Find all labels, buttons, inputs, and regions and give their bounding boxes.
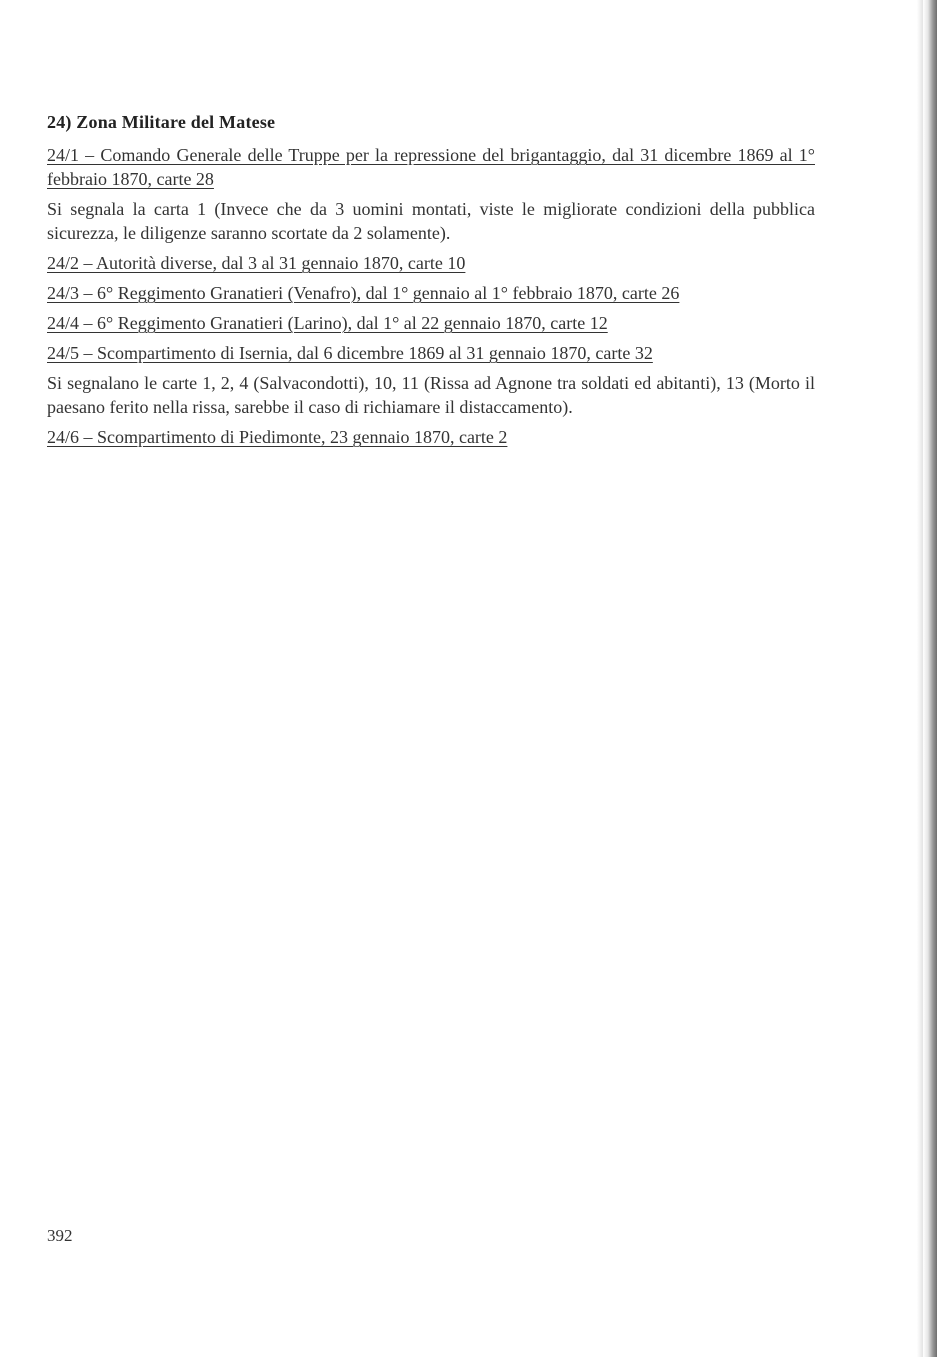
archive-entry-24-6: 24/6 – Scompartimento di Piedimonte, 23 gennaio 1870, carte 2 xyxy=(47,427,508,447)
archive-entry-24-5: 24/5 – Scompartimento di Isernia, dal 6 dicembre 1869 al 31 gennaio 1870, carte 32 xyxy=(47,343,653,363)
document-body xyxy=(47,112,815,455)
section-heading: 24) Zona Militare del Matese xyxy=(47,112,276,132)
archive-entry-24-2: 24/2 – Autorità diverse, dal 3 al 31 gennaio 1870, carte 10 xyxy=(47,253,466,273)
archive-entry-24-3: 24/3 – 6° Reggimento Granatieri (Venafro), dal 1° gennaio al 1° febbraio 1870, carte 26 xyxy=(47,283,680,303)
entry-note-24-1: Si segnala la carta 1 (Invece che da 3 uomini montati, viste le migliorate condizioni della pubblica sicurezza, le diligenze saranno scortate da 2 solamente). xyxy=(47,199,815,243)
entry-note-24-5: Si segnalano le carte 1, 2, 4 (Salvacondotti), 10, 11 (Rissa ad Agnone tra soldati ed abitanti), 13 (Morto il paesano ferito nella rissa, sarebbe il caso di richiamare il distaccamento). xyxy=(47,373,815,417)
book-spine-edge xyxy=(923,0,937,1357)
archive-entry-24-1: 24/1 – Comando Generale delle Truppe per la repressione del brigantaggio, dal 31 dicembre 1869 al 1° febbraio 1870, carte 28 xyxy=(47,145,815,189)
page-number: 392 xyxy=(47,1226,73,1245)
archive-entry-24-4: 24/4 – 6° Reggimento Granatieri (Larino), dal 1° al 22 gennaio 1870, carte 12 xyxy=(47,313,608,333)
